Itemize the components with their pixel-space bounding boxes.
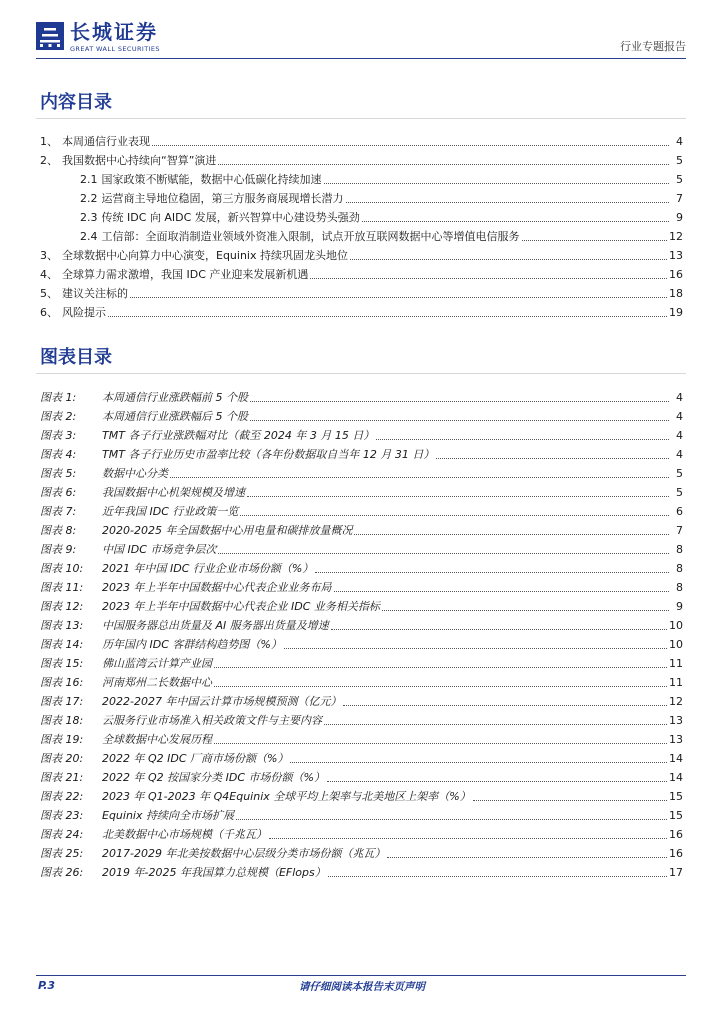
toc-item-page: 16: [669, 268, 683, 281]
figure-title: 本周通信行业涨跌幅前 5 个股: [102, 391, 248, 404]
brand-name-en: GREAT WALL SECURITIES: [70, 45, 160, 53]
figure-title: 云服务行业市场准入相关政策文件与主要内容: [102, 714, 322, 727]
toc-item-number: 5、: [40, 287, 58, 300]
figure-entry[interactable]: [40, 501, 683, 519]
figure-page: 5: [676, 467, 683, 480]
leader-dots: [214, 742, 667, 744]
toc-item[interactable]: [40, 302, 683, 320]
toc-item-number: 2.1: [80, 173, 98, 186]
leader-dots: [290, 761, 667, 763]
figure-number: 图表 8:: [40, 524, 77, 537]
figure-title: 中国 IDC 市场竞争层次: [102, 543, 217, 556]
page-number: P.3: [38, 979, 56, 992]
leader-dots: [218, 552, 669, 554]
leader-dots: [130, 296, 667, 298]
leader-dots: [327, 780, 667, 782]
figures-title-divider: [36, 373, 686, 374]
leader-dots: [250, 400, 669, 402]
leader-dots: [436, 457, 669, 459]
figure-page: 4: [676, 410, 683, 423]
figure-page: 15: [669, 809, 683, 822]
figure-number: 图表 11:: [40, 581, 84, 594]
leader-dots: [247, 495, 669, 497]
toc-subitem[interactable]: [80, 207, 683, 225]
figure-page: 13: [669, 733, 683, 746]
figure-page: 4: [676, 429, 683, 442]
figure-title: 河南郑州二长数据中心: [102, 676, 212, 689]
figure-page: 14: [669, 771, 683, 784]
figure-title: 2022 年 Q2 按国家分类 IDC 市场份额（%）: [102, 771, 325, 784]
leader-dots: [214, 666, 667, 668]
toc-subitem[interactable]: [80, 169, 683, 187]
toc-item-label: 我国数据中心持续向“智算”演进: [62, 154, 217, 167]
toc-item-label: 建议关注标的: [62, 287, 128, 300]
figure-number: 图表 1:: [40, 391, 77, 404]
leader-dots: [354, 533, 669, 535]
figure-number: 图表 21:: [40, 771, 84, 784]
figure-title: 近年我国 IDC 行业政策一览: [102, 505, 239, 518]
contents-title: 内容目录: [40, 92, 112, 113]
figure-title: 本周通信行业涨跌幅后 5 个股: [102, 410, 248, 423]
leader-dots: [328, 875, 667, 877]
toc-item-page: 13: [669, 249, 683, 262]
figure-entry[interactable]: [40, 425, 683, 443]
leader-dots: [236, 818, 667, 820]
figure-page: 7: [676, 524, 683, 537]
figure-entry[interactable]: [40, 786, 683, 804]
figures-title: 图表目录: [40, 347, 112, 368]
figure-number: 图表 25:: [40, 847, 84, 860]
leader-dots: [170, 476, 669, 478]
toc-item-page: 12: [669, 230, 683, 243]
toc-item-label: 风险提示: [62, 306, 106, 319]
leader-dots: [315, 571, 669, 573]
figure-number: 图表 24:: [40, 828, 84, 841]
figure-entry[interactable]: [40, 767, 683, 785]
brand-name-cn: 长城证券: [70, 20, 158, 44]
figure-number: 图表 5:: [40, 467, 77, 480]
figure-entry[interactable]: [40, 805, 683, 823]
toc-item[interactable]: [40, 150, 683, 168]
toc-item-label: 工信部：全面取消制造业领域外资准入限制，试点开放互联网数据中心等增值电信服务: [101, 230, 520, 243]
toc-item-page: 4: [676, 135, 683, 148]
figure-entry[interactable]: [40, 824, 683, 842]
figure-page: 8: [676, 581, 683, 594]
toc-item-page: 5: [676, 173, 683, 186]
great-wall-logo-icon: [36, 22, 64, 50]
toc-item[interactable]: [40, 245, 683, 263]
figure-number: 图表 6:: [40, 486, 77, 499]
figure-entry[interactable]: [40, 520, 683, 538]
figure-number: 图表 23:: [40, 809, 84, 822]
footer-divider: [36, 975, 686, 976]
figure-title: 佛山蓝湾云计算产业园: [102, 657, 212, 670]
figure-page: 10: [669, 638, 683, 651]
toc-item-label: 全球数据中心向算力中心演变，Equinix 持续巩固龙头地位: [62, 249, 348, 262]
leader-dots: [214, 685, 667, 687]
leader-dots: [376, 438, 669, 440]
toc-item-number: 2.2: [80, 192, 98, 205]
leader-dots: [346, 201, 670, 203]
leader-dots: [334, 590, 670, 592]
leader-dots: [250, 419, 669, 421]
figure-page: 8: [676, 562, 683, 575]
figure-number: 图表 19:: [40, 733, 84, 746]
figure-number: 图表 4:: [40, 448, 77, 461]
leader-dots: [324, 182, 670, 184]
figure-title: TMT 各子行业历史市盈率比较（各年份数据取自当年 12 月 31 日）: [102, 448, 435, 461]
figure-number: 图表 20:: [40, 752, 84, 765]
figure-page: 4: [676, 448, 683, 461]
figure-title: 全球数据中心发展历程: [102, 733, 212, 746]
figure-entry[interactable]: [40, 406, 683, 424]
figure-page: 14: [669, 752, 683, 765]
figure-number: 图表 17:: [40, 695, 84, 708]
figure-title: 2022-2027 年中国云计算市场规模预测（亿元）: [102, 695, 342, 708]
figure-number: 图表 13:: [40, 619, 84, 632]
leader-dots: [269, 837, 667, 839]
figure-page: 6: [676, 505, 683, 518]
figure-title: TMT 各子行业涨跌幅对比（截至 2024 年 3 月 15 日）: [102, 429, 375, 442]
figure-number: 图表 3:: [40, 429, 77, 442]
figure-entry[interactable]: [40, 539, 683, 557]
figure-entry[interactable]: [40, 729, 683, 747]
disclaimer-note: 请仔细阅读本报告末页声明: [299, 981, 425, 993]
figure-title: Equinix 持续向全市场扩展: [102, 809, 234, 822]
leader-dots: [343, 704, 667, 706]
figure-entry[interactable]: [40, 672, 683, 690]
figure-entry[interactable]: [40, 558, 683, 576]
toc-item-number: 2、: [40, 154, 58, 167]
toc-item-number: 1、: [40, 135, 58, 148]
figure-page: 13: [669, 714, 683, 727]
figure-title: 我国数据中心机架规模及增速: [102, 486, 245, 499]
figure-title: 2021 年中国 IDC 行业企业市场份额（%）: [102, 562, 314, 575]
figure-entry[interactable]: [40, 615, 683, 633]
figure-entry[interactable]: [40, 653, 683, 671]
leader-dots: [152, 144, 669, 146]
figure-entry[interactable]: [40, 387, 683, 405]
figure-title: 2023 年上半年中国数据中心代表企业 IDC 业务相关指标: [102, 600, 380, 613]
toc-item[interactable]: [40, 283, 683, 301]
figure-entry[interactable]: [40, 710, 683, 728]
toc-item[interactable]: [40, 131, 683, 149]
toc-item-page: 7: [676, 192, 683, 205]
figure-number: 图表 10:: [40, 562, 84, 575]
leader-dots: [240, 514, 669, 516]
figure-page: 11: [669, 676, 683, 689]
toc-item-label: 运营商主导地位稳固，第三方服务商展现增长潜力: [101, 192, 344, 205]
toc-item-label: 传统 IDC 向 AIDC 发展，新兴智算中心建设势头强劲: [101, 211, 360, 224]
figure-number: 图表 22:: [40, 790, 84, 803]
page-header: [36, 18, 686, 60]
figure-number: 图表 14:: [40, 638, 84, 651]
toc-item-label: 本周通信行业表现: [62, 135, 150, 148]
figure-page: 8: [676, 543, 683, 556]
leader-dots: [382, 609, 669, 611]
figure-page: 17: [669, 866, 683, 879]
leader-dots: [324, 723, 667, 725]
figure-entry[interactable]: [40, 634, 683, 652]
figure-page: 15: [669, 790, 683, 803]
toc-item-page: 19: [669, 306, 683, 319]
leader-dots: [362, 220, 669, 222]
toc-item-number: 4、: [40, 268, 58, 281]
figure-number: 图表 7:: [40, 505, 77, 518]
figure-title: 2019 年-2025 年我国算力总规模（EFlops）: [102, 866, 326, 879]
toc-item-number: 2.4: [80, 230, 98, 243]
figure-title: 中国服务器总出货量及 AI 服务器出货量及增速: [102, 619, 329, 632]
figure-entry[interactable]: [40, 482, 683, 500]
figure-entry[interactable]: [40, 577, 683, 595]
figure-entry[interactable]: [40, 862, 683, 880]
figure-page: 10: [669, 619, 683, 632]
figure-entry[interactable]: [40, 691, 683, 709]
figure-title: 2020-2025 年全国数据中心用电量和碳排放量概况: [102, 524, 353, 537]
toc-subitem[interactable]: [80, 226, 683, 244]
leader-dots: [108, 315, 667, 317]
figure-page: 5: [676, 486, 683, 499]
figure-entry[interactable]: [40, 596, 683, 614]
figure-page: 16: [669, 847, 683, 860]
figure-number: 图表 15:: [40, 657, 84, 670]
figure-page: 9: [676, 600, 683, 613]
figure-entry[interactable]: [40, 444, 683, 462]
leader-dots: [473, 799, 667, 801]
toc-subitem[interactable]: [80, 188, 683, 206]
toc-item-number: 3、: [40, 249, 58, 262]
figure-title: 2023 年 Q1-2023 年 Q4Equinix 全球平均上架率与北美地区上架率（%）: [102, 790, 471, 803]
toc-item-page: 9: [676, 211, 683, 224]
report-type-label: 行业专题报告: [620, 40, 686, 53]
leader-dots: [387, 856, 667, 858]
toc-item-label: 全球算力需求激增，我国 IDC 产业迎来发展新机遇: [62, 268, 309, 281]
leader-dots: [218, 163, 669, 165]
toc-item[interactable]: [40, 264, 683, 282]
figure-title: 历年国内 IDC 客群结构趋势图（%）: [102, 638, 282, 651]
figure-page: 12: [669, 695, 683, 708]
figure-title: 2017-2029 年北美按数据中心层级分类市场份额（兆瓦）: [102, 847, 386, 860]
contents-title-divider: [36, 118, 686, 119]
leader-dots: [331, 628, 667, 630]
figure-entry[interactable]: [40, 843, 683, 861]
figure-title: 北美数据中心市场规模（千兆瓦）: [102, 828, 267, 841]
figure-number: 图表 9:: [40, 543, 77, 556]
figure-number: 图表 16:: [40, 676, 84, 689]
toc-item-label: 国家政策不断赋能，数据中心低碳化持续加速: [101, 173, 322, 186]
figure-number: 图表 26:: [40, 866, 84, 879]
header-divider: [36, 58, 686, 59]
toc-item-number: 2.3: [80, 211, 98, 224]
figure-page: 16: [669, 828, 683, 841]
figure-page: 11: [669, 657, 683, 670]
figure-number: 图表 18:: [40, 714, 84, 727]
toc-item-number: 6、: [40, 306, 58, 319]
figure-page: 4: [676, 391, 683, 404]
toc-item-page: 18: [669, 287, 683, 300]
leader-dots: [522, 239, 668, 241]
figure-title: 2022 年 Q2 IDC 厂商市场份额（%）: [102, 752, 289, 765]
figure-title: 2023 年上半年中国数据中心代表企业业务布局: [102, 581, 332, 594]
leader-dots: [284, 647, 667, 649]
figure-number: 图表 12:: [40, 600, 84, 613]
leader-dots: [350, 258, 667, 260]
figure-entry[interactable]: [40, 748, 683, 766]
figure-title: 数据中心分类: [102, 467, 168, 480]
figure-number: 图表 2:: [40, 410, 77, 423]
figure-entry[interactable]: [40, 463, 683, 481]
toc-item-page: 5: [676, 154, 683, 167]
leader-dots: [310, 277, 667, 279]
